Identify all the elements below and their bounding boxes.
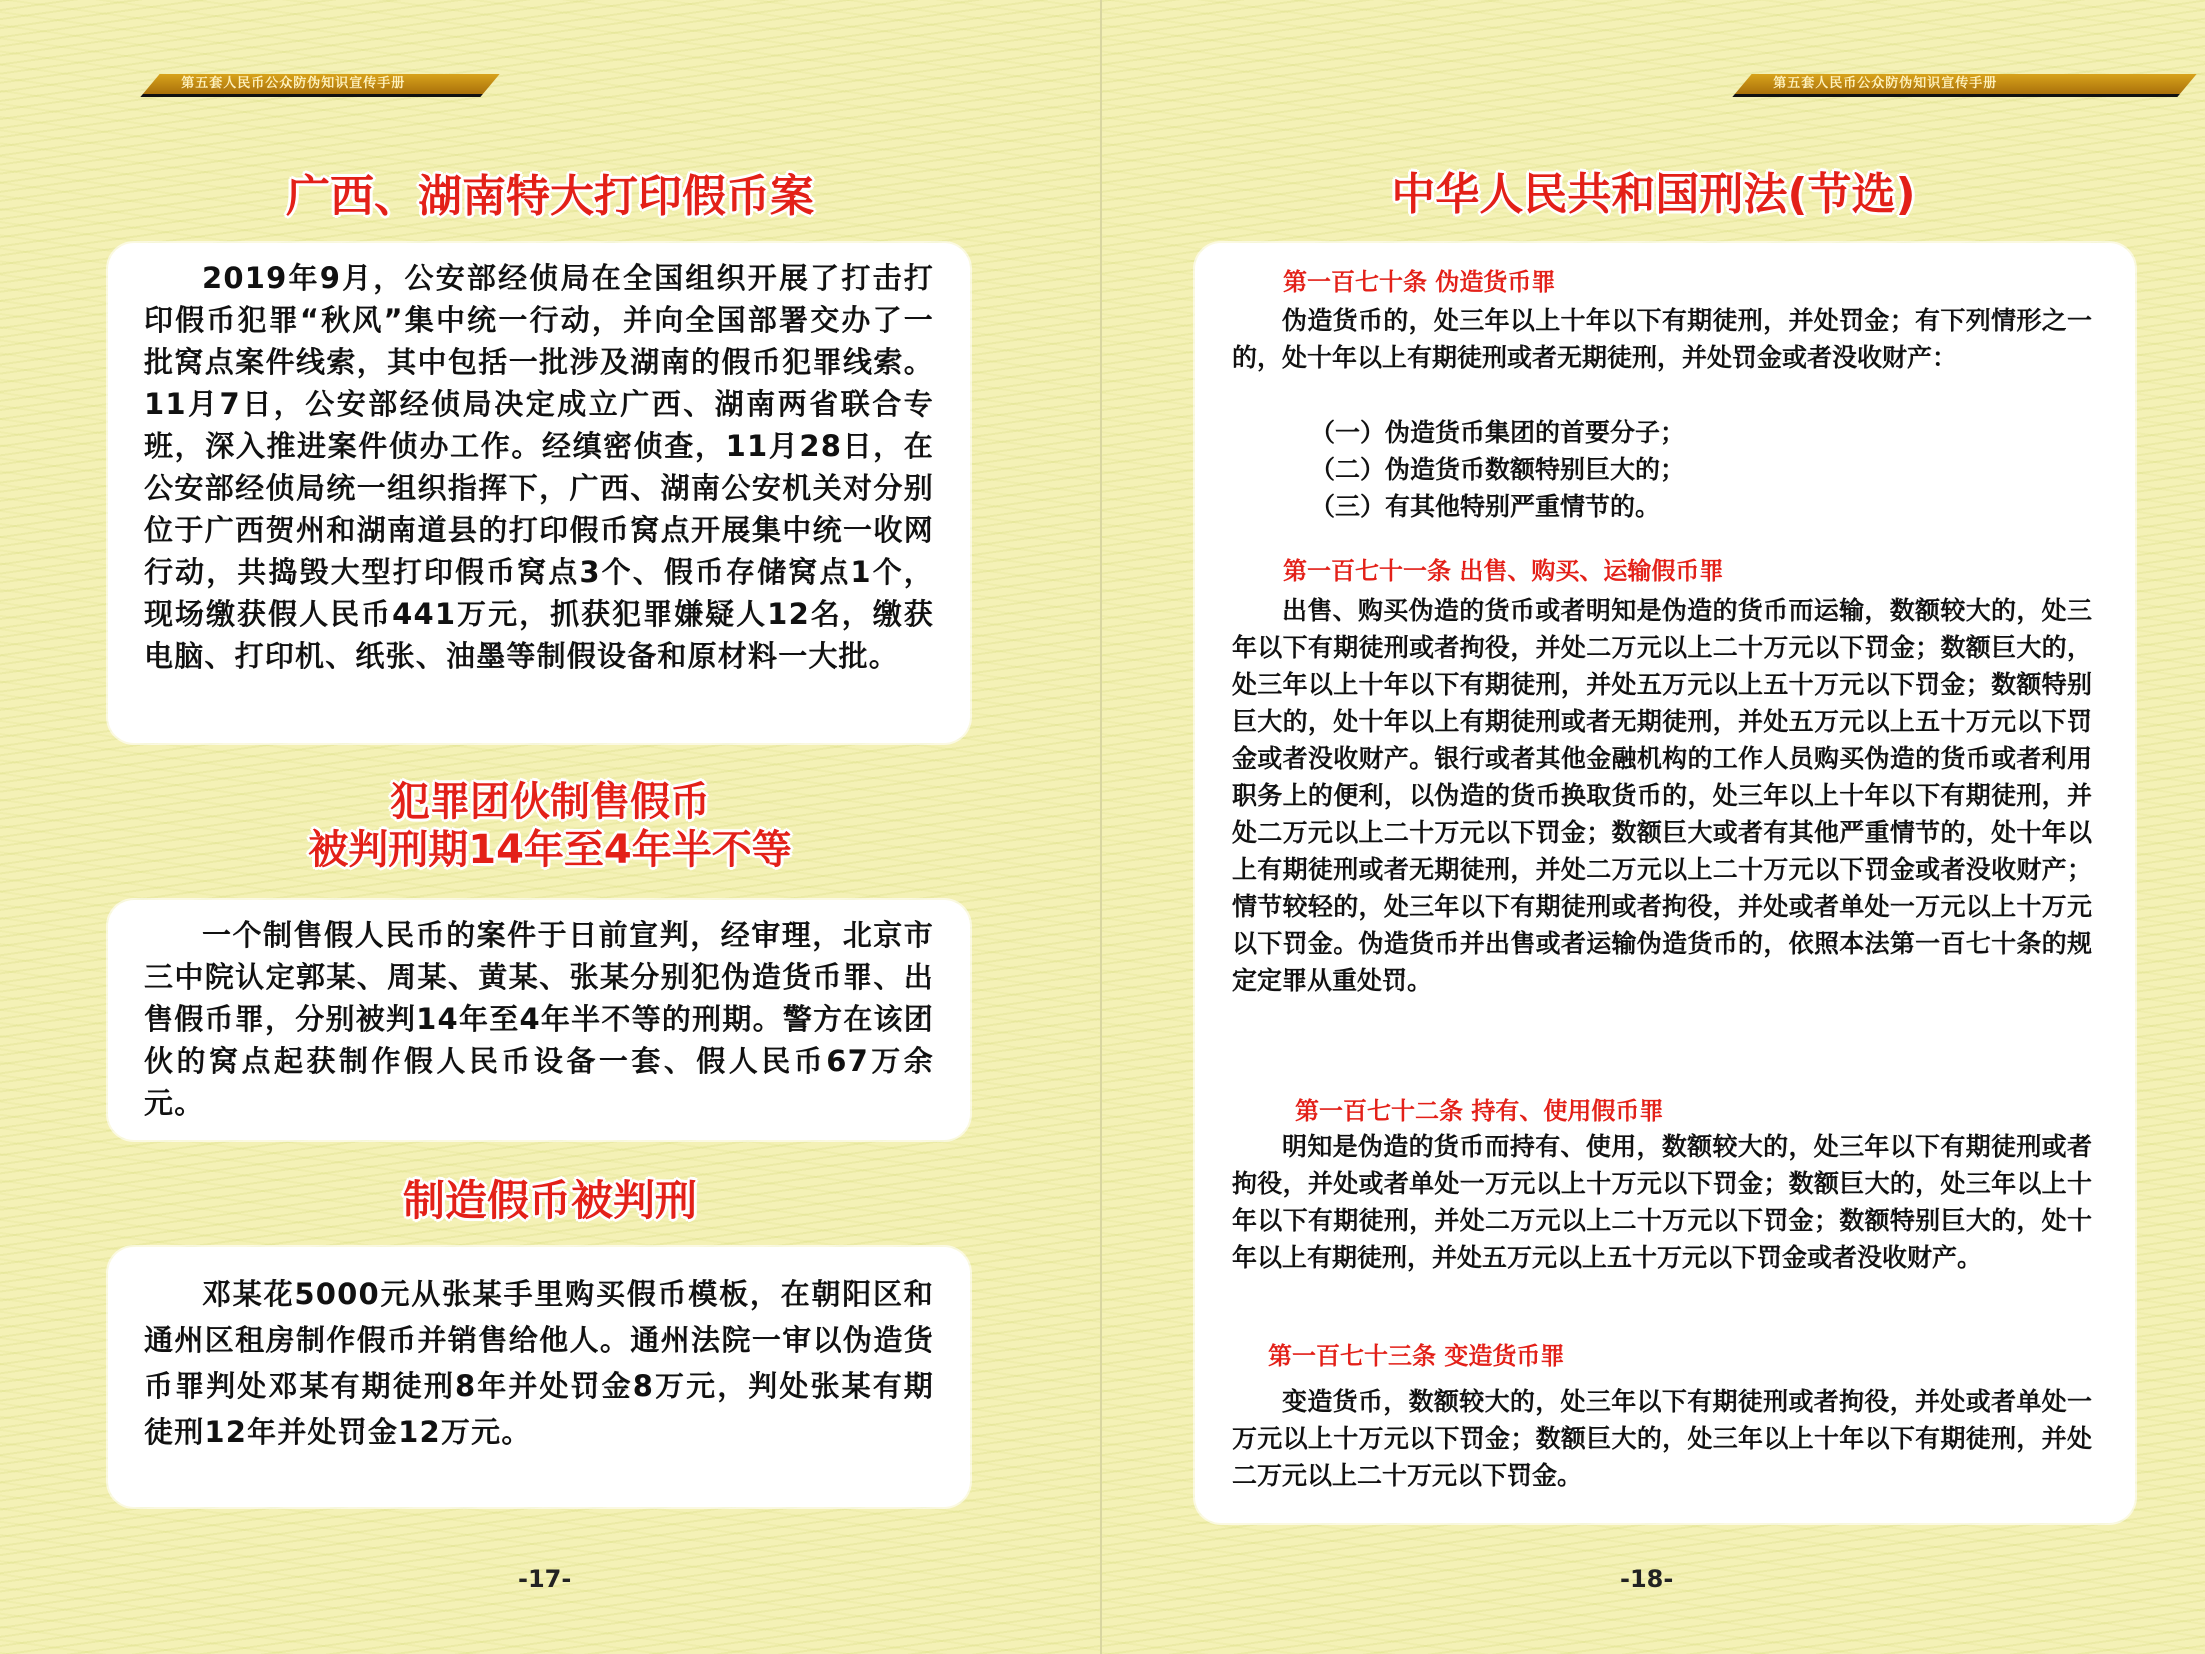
article-heading: 第一百七十三条 变造货币罪 bbox=[1268, 1342, 1565, 1370]
page-number: -18- bbox=[1620, 1565, 1674, 1593]
section-title: 制造假币被判刑 bbox=[402, 1176, 697, 1225]
article-text: 出售、购买伪造的货币或者明知是伪造的货币而运输，数额较大的，处三年以下有期徒刑或者拘役，并处二万元以上二十万元以下罚金；数额巨大的，处三年以上十年以下有期徒刑，并处五万元以上五十万元以下罚金；数额特别巨大的，处十年以上有期徒刑或者无期徒刑，并处五万元以上五十万元以下罚金或者没收财产。银行或者其他金融机构的工作人员购买伪造的货币或者利用职务上的便利，以伪造的货币换取货币的，处三年以上十年以下有期徒刑，并处二万元以上二十万元以下罚金；数额巨大或者有其他严重情节的，处十年以上有期徒刑或者无期徒刑，并处二万元以上二十万元以下罚金或者没收财产；情节较轻的，处三年以下有期徒刑或者拘役，并处或者单处一万元以上十万元以下罚金。伪造货币并出售或者运输伪造货币的，依照本法第一百七十条的规定定罪从重处罚。 bbox=[1232, 596, 2092, 995]
article-text: 变造货币，数额较大的，处三年以下有期徒刑或者拘役，并处或者单处一万元以上十万元以下罚金；数额巨大的，处三年以上十年以下有期徒刑，并处二万元以上二十万元以下罚金。 bbox=[1232, 1387, 2092, 1490]
article-heading: 第一百七十二条 持有、使用假币罪 bbox=[1295, 1097, 1664, 1125]
article-heading: 第一百七十条 伪造货币罪 bbox=[1283, 268, 1556, 296]
law-title: 中华人民共和国刑法(节选) bbox=[1391, 169, 1916, 220]
section-title: 广西、湖南特大打印假币案 bbox=[286, 171, 814, 222]
article-heading: 第一百七十一条 出售、购买、运输假币罪 bbox=[1283, 557, 1724, 585]
header-banner: 第五套人民币公众防伪知识宣传手册 bbox=[140, 74, 499, 97]
case-card bbox=[108, 1247, 970, 1507]
section-title: 犯罪团伙制售假币 被判刑期14年至4年半不等 bbox=[308, 779, 792, 873]
list-item: （二）伪造货币数额特别巨大的； bbox=[1310, 455, 1686, 484]
page-number: -17- bbox=[518, 1565, 572, 1593]
article-text: 伪造货币的，处三年以上十年以下有期徒刑，并处罚金；有下列情形之一的，处十年以上有期徒刑或者无期徒刑，并处罚金或者没收财产： bbox=[1232, 306, 2092, 372]
list-item: （三）有其他特别严重情节的。 bbox=[1310, 492, 1661, 521]
case-card bbox=[108, 900, 970, 1140]
case-text: 2019年9月，公安部经侦局在全国组织开展了打击打印假币犯罪“秋风”集中统一行动，并向全国部署交办了一批窝点案件线索，其中包括一批涉及湖南的假币犯罪线索。11月7日，公安部经侦局决定成立广西、湖南两省联合专班，深入推进案件侦办工作。经缜密侦查，11月28日，在公安部经侦局统一组织指挥下，广西、湖南公安机关对分别位于广西贺州和湖南道县的打印假币窝点开展集中统一收网行动，共捣毁大型打印假币窝点3个、假币存储窝点1个，现场缴获假人民币441万元，抓获犯罪嫌疑人12名，缴获电脑、打印机、纸张、油墨等制假设备和原材料一大批。 bbox=[144, 261, 934, 673]
header-banner: 第五套人民币公众防伪知识宣传手册 bbox=[1732, 74, 2196, 97]
left-page bbox=[0, 0, 1100, 1654]
case-card bbox=[108, 243, 970, 743]
list-item: （一）伪造货币集团的首要分子； bbox=[1310, 418, 1686, 447]
case-text: 一个制售假人民币的案件于日前宣判，经审理，北京市三中院认定郭某、周某、黄某、张某分别犯伪造货币罪、出售假币罪，分别被判14年至4年半不等的刑期。警方在该团伙的窝点起获制作假人民币设备一套、假人民币67万余元。 bbox=[144, 918, 934, 1120]
article-text: 明知是伪造的货币而持有、使用，数额较大的，处三年以下有期徒刑或者拘役，并处或者单处一万元以上十万元以下罚金；数额巨大的，处三年以上十年以下有期徒刑，并处二万元以上二十万元以下罚金；数额特别巨大的，处十年以上有期徒刑，并处五万元以上五十万元以下罚金或者没收财产。 bbox=[1232, 1132, 2092, 1272]
case-text: 邓某花5000元从张某手里购买假币模板，在朝阳区和通州区租房制作假币并销售给他人。通州法院一审以伪造货币罪判处邓某有期徒刑8年并处罚金8万元，判处张某有期徒刑12年并处罚金12万元。 bbox=[144, 1277, 934, 1449]
article-list bbox=[1310, 414, 1685, 525]
